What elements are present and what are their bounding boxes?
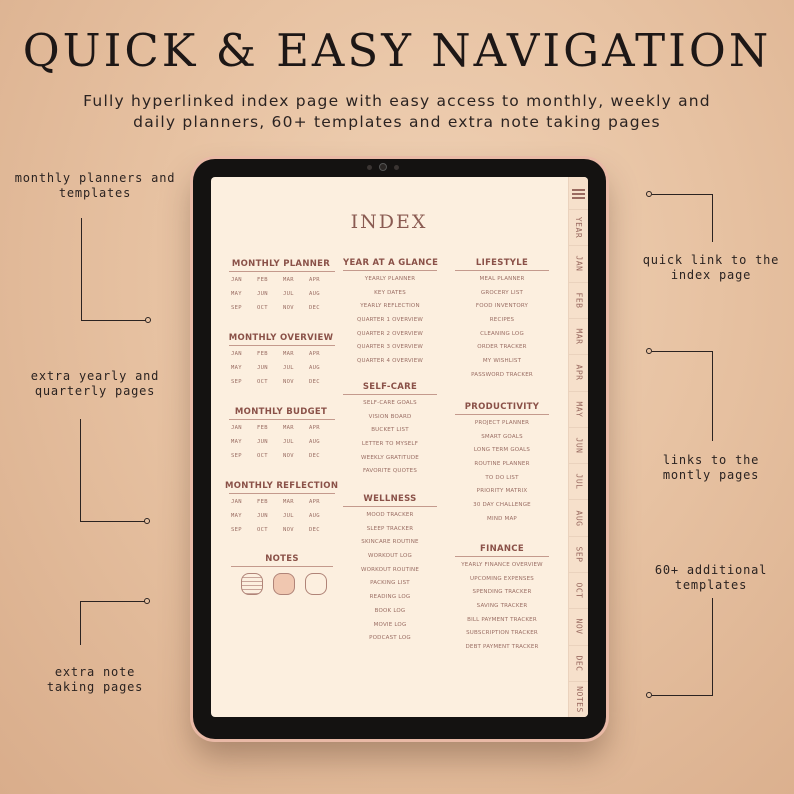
- link-subscription-tracker[interactable]: SUBSCRIPTION TRACKER: [466, 630, 538, 637]
- link-packing-list[interactable]: PACKING LIST: [370, 580, 410, 587]
- month-link-apr[interactable]: APR: [309, 499, 320, 505]
- section-title-monthly-budget: MONTHLY BUDGET: [234, 407, 328, 417]
- month-link-feb[interactable]: FEB: [257, 277, 268, 283]
- connector-line: [80, 419, 81, 522]
- callout-note-pages: extra note taking pages: [46, 665, 144, 694]
- link-yearly-planner[interactable]: YEARLY PLANNER: [364, 276, 416, 282]
- section-title-finance: FINANCE: [480, 544, 524, 554]
- lined-note-icon[interactable]: [241, 573, 263, 595]
- connector-line: [80, 601, 81, 645]
- callout-monthly-links: links to the montly pages: [662, 453, 760, 482]
- connector-dot: [646, 692, 652, 698]
- month-link-apr[interactable]: APR: [309, 277, 320, 283]
- menu-icon[interactable]: [572, 189, 585, 201]
- section-rule: [343, 394, 437, 395]
- link-food-inventory[interactable]: FOOD INVENTORY: [475, 303, 529, 310]
- month-link-apr[interactable]: APR: [309, 351, 320, 357]
- month-link-nov[interactable]: NOV: [283, 305, 294, 311]
- month-link-nov[interactable]: NOV: [283, 453, 294, 459]
- template-links: [343, 509, 437, 646]
- month-link-sep[interactable]: SEP: [231, 305, 242, 311]
- link-saving-tracker[interactable]: SAVING TRACKER: [476, 603, 528, 610]
- link-sleep-tracker[interactable]: SLEEP TRACKER: [366, 525, 414, 532]
- link-grocery-list[interactable]: GROCERY LIST: [480, 289, 524, 296]
- index-title: INDEX: [350, 211, 428, 233]
- connector-dot: [145, 317, 151, 323]
- tab-year[interactable]: [569, 209, 588, 245]
- tab-label: NOTES: [574, 686, 584, 713]
- month-link-mar[interactable]: MAR: [283, 425, 294, 431]
- link-priority-matrix[interactable]: PRIORITY MATRIX: [476, 488, 528, 495]
- month-link-aug[interactable]: AUG: [309, 365, 320, 371]
- tab-label: YEAR: [574, 217, 584, 239]
- month-link-jul[interactable]: JUL: [283, 365, 294, 371]
- link-skincare-routine[interactable]: SKINCARE ROUTINE: [361, 539, 419, 546]
- section-rule: [229, 345, 335, 346]
- page-headline: QUICK & EASY NAVIGATION: [22, 24, 772, 77]
- month-links: [231, 275, 335, 314]
- connector-line: [81, 320, 147, 321]
- month-link-nov[interactable]: NOV: [283, 379, 294, 385]
- link-long-term-goals[interactable]: LONG TERM GOALS: [473, 447, 531, 454]
- link-routine-planner[interactable]: ROUTINE PLANNER: [474, 461, 530, 468]
- section-rule: [229, 271, 335, 272]
- template-links: [455, 417, 549, 527]
- section-rule: [229, 493, 335, 494]
- link-cleaning-log[interactable]: CLEANING LOG: [480, 330, 524, 337]
- connector-dot: [144, 598, 150, 604]
- template-links: [343, 397, 437, 479]
- template-links: [455, 559, 549, 655]
- link-letter-to-myself[interactable]: LETTER TO MYSELF: [361, 441, 419, 448]
- link-workout-routine[interactable]: WORKOUT ROUTINE: [360, 566, 420, 573]
- tab-dec[interactable]: [569, 645, 588, 681]
- connector-line: [712, 351, 713, 441]
- section-title-wellness: WELLNESS: [363, 494, 417, 504]
- link-recipes[interactable]: RECIPES: [489, 317, 515, 324]
- month-link-sep[interactable]: SEP: [231, 379, 242, 385]
- tablet-device: [193, 159, 606, 739]
- link-quarter-2-overview[interactable]: QUARTER 2 OVERVIEW: [356, 330, 424, 337]
- callout-monthly-planners: monthly planners and templates: [14, 171, 176, 200]
- link-book-log[interactable]: BOOK LOG: [374, 607, 406, 614]
- month-link-nov[interactable]: NOV: [283, 527, 294, 533]
- month-link-jan[interactable]: JAN: [231, 499, 242, 505]
- tab-label: APR: [574, 364, 584, 381]
- link-quarter-1-overview[interactable]: QUARTER 1 OVERVIEW: [356, 317, 424, 324]
- link-vision-board[interactable]: VISION BOARD: [368, 413, 412, 420]
- link-quarter-3-overview[interactable]: QUARTER 3 OVERVIEW: [356, 344, 424, 351]
- month-link-jun[interactable]: JUN: [257, 365, 268, 371]
- month-link-jan[interactable]: JAN: [231, 277, 242, 283]
- link-meal-planner[interactable]: MEAL PLANNER: [479, 276, 525, 282]
- month-link-feb[interactable]: FEB: [257, 499, 268, 505]
- link-weekly-gratitude[interactable]: WEEKLY GRATITUDE: [361, 454, 419, 461]
- tab-label: JAN: [574, 255, 584, 272]
- connector-line: [652, 695, 713, 696]
- section-title-monthly-reflection: MONTHLY REFLECTION: [225, 481, 339, 491]
- subtitle-line-2: daily planners, 60+ templates and extra note taking pages: [133, 113, 661, 131]
- link-favorite-quotes[interactable]: FAVORITE QUOTES: [362, 468, 418, 475]
- blank-note-icon[interactable]: [273, 573, 295, 595]
- link-bucket-list[interactable]: BUCKET LIST: [371, 427, 409, 434]
- link-mind-map[interactable]: MIND MAP: [487, 515, 517, 522]
- month-links: [231, 349, 335, 388]
- camera-icon: [367, 163, 399, 171]
- tab-label: NOV: [574, 618, 584, 635]
- tab-apr[interactable]: [569, 354, 588, 390]
- link-self-care-goals[interactable]: SELF-CARE GOALS: [363, 400, 417, 406]
- connector-line: [652, 194, 712, 195]
- month-link-jul[interactable]: JUL: [283, 513, 294, 519]
- month-link-feb[interactable]: FEB: [257, 351, 268, 357]
- link-key-dates[interactable]: KEY DATES: [374, 289, 406, 296]
- section-rule: [455, 414, 549, 415]
- section-title-lifestyle: LIFESTYLE: [475, 258, 529, 268]
- month-link-jul[interactable]: JUL: [283, 439, 294, 445]
- link-yearly-reflection[interactable]: YEARLY REFLECTION: [360, 303, 420, 310]
- link-order-tracker[interactable]: ORDER TRACKER: [477, 344, 527, 351]
- link-password-tracker[interactable]: PASSWORD TRACKER: [471, 371, 533, 378]
- link-mood-tracker[interactable]: MOOD TRACKER: [366, 512, 414, 518]
- month-link-may[interactable]: MAY: [231, 365, 242, 371]
- month-link-mar[interactable]: MAR: [283, 351, 294, 357]
- link-30-day-challenge[interactable]: 30 DAY CHALLENGE: [473, 502, 531, 509]
- tab-oct[interactable]: [569, 572, 588, 608]
- month-link-jan[interactable]: JAN: [231, 425, 242, 431]
- index-page: [211, 177, 588, 717]
- section-title-year-at-a-glance: YEAR AT A GLANCE: [343, 258, 439, 268]
- month-link-dec[interactable]: DEC: [309, 453, 320, 459]
- link-bill-payment-tracker[interactable]: BILL PAYMENT TRACKER: [467, 616, 537, 623]
- tab-label: FEB: [574, 292, 584, 309]
- month-links: [231, 423, 335, 462]
- tab-aug[interactable]: [569, 499, 588, 535]
- notes-links: [241, 573, 327, 595]
- template-links: [343, 273, 437, 369]
- notes-section-title: NOTES: [265, 554, 299, 564]
- month-link-oct[interactable]: OCT: [257, 453, 268, 459]
- connector-line: [80, 601, 146, 602]
- connector-dot: [144, 518, 150, 524]
- link-debt-payment-tracker[interactable]: DEBT PAYMENT TRACKER: [465, 644, 539, 651]
- month-links: [231, 497, 335, 536]
- month-link-aug[interactable]: AUG: [309, 439, 320, 445]
- section-rule: [343, 506, 437, 507]
- section-rule: [231, 566, 333, 567]
- month-link-aug[interactable]: AUG: [309, 291, 320, 297]
- tab-label: JUL: [574, 473, 584, 490]
- section-title-monthly-overview: MONTHLY OVERVIEW: [228, 333, 334, 343]
- month-link-dec[interactable]: DEC: [309, 305, 320, 311]
- link-yearly-finance-overview[interactable]: YEARLY FINANCE OVERVIEW: [461, 562, 543, 568]
- side-tab-bar: [568, 177, 588, 717]
- link-movie-log[interactable]: MOVIE LOG: [373, 621, 407, 628]
- tab-label: JUN: [574, 437, 584, 454]
- connector-line: [81, 218, 82, 321]
- link-spending-tracker[interactable]: SPENDING TRACKER: [472, 589, 532, 596]
- tab-mar[interactable]: [569, 318, 588, 354]
- link-project-planner[interactable]: PROJECT PLANNER: [474, 420, 530, 426]
- month-link-jun[interactable]: JUN: [257, 291, 268, 297]
- section-rule: [455, 556, 549, 557]
- month-link-sep[interactable]: SEP: [231, 527, 242, 533]
- month-link-mar[interactable]: MAR: [283, 277, 294, 283]
- connector-line: [80, 521, 146, 522]
- subtitle-line-1: Fully hyperlinked index page with easy access to monthly, weekly and: [83, 92, 711, 110]
- template-links: [455, 273, 549, 383]
- callout-yearly-quarterly: extra yearly and quarterly pages: [30, 369, 160, 398]
- connector-line: [652, 351, 712, 352]
- section-rule: [343, 270, 437, 271]
- callout-index-link: quick link to the index page: [642, 253, 780, 282]
- callout-additional-templates: 60+ additional templates: [654, 563, 768, 592]
- month-link-dec[interactable]: DEC: [309, 527, 320, 533]
- month-link-mar[interactable]: MAR: [283, 499, 294, 505]
- link-reading-log[interactable]: READING LOG: [369, 594, 411, 601]
- tab-label: MAR: [574, 328, 584, 345]
- link-my-wishlist[interactable]: MY WISHLIST: [482, 358, 522, 365]
- tab-nov[interactable]: [569, 608, 588, 644]
- link-podcast-log[interactable]: PODCAST LOG: [369, 635, 411, 642]
- section-rule: [455, 270, 549, 271]
- month-link-jul[interactable]: JUL: [283, 291, 294, 297]
- tab-label: SEP: [574, 546, 584, 563]
- tab-sep[interactable]: [569, 536, 588, 572]
- link-smart-goals[interactable]: SMART GOALS: [481, 433, 523, 440]
- link-to-do-list[interactable]: TO DO LIST: [485, 474, 519, 481]
- connector-line: [712, 194, 713, 242]
- section-title-monthly-planner: MONTHLY PLANNER: [231, 259, 331, 269]
- month-link-sep[interactable]: SEP: [231, 453, 242, 459]
- month-link-dec[interactable]: DEC: [309, 379, 320, 385]
- month-link-oct[interactable]: OCT: [257, 305, 268, 311]
- month-link-may[interactable]: MAY: [231, 291, 242, 297]
- tab-jan[interactable]: [569, 245, 588, 281]
- month-link-aug[interactable]: AUG: [309, 513, 320, 519]
- link-upcoming-expenses[interactable]: UPCOMING EXPENSES: [469, 575, 534, 582]
- tab-label: AUG: [574, 510, 584, 527]
- link-quarter-4-overview[interactable]: QUARTER 4 OVERVIEW: [356, 358, 424, 365]
- month-link-jun[interactable]: JUN: [257, 439, 268, 445]
- section-title-self-care: SELF-CARE: [362, 382, 418, 392]
- month-link-apr[interactable]: APR: [309, 425, 320, 431]
- tab-feb[interactable]: [569, 282, 588, 318]
- section-rule: [229, 419, 335, 420]
- tab-jun[interactable]: [569, 427, 588, 463]
- month-link-jun[interactable]: JUN: [257, 513, 268, 519]
- month-link-jan[interactable]: JAN: [231, 351, 242, 357]
- month-link-may[interactable]: MAY: [231, 513, 242, 519]
- tab-label: DEC: [574, 655, 584, 672]
- month-link-oct[interactable]: OCT: [257, 527, 268, 533]
- connector-line: [712, 598, 713, 695]
- month-link-may[interactable]: MAY: [231, 439, 242, 445]
- link-workout-log[interactable]: WORKOUT LOG: [367, 553, 413, 560]
- tab-label: OCT: [574, 582, 584, 599]
- tab-label: MAY: [574, 401, 584, 418]
- month-link-feb[interactable]: FEB: [257, 425, 268, 431]
- tab-may[interactable]: [569, 391, 588, 427]
- tab-jul[interactable]: [569, 463, 588, 499]
- month-link-oct[interactable]: OCT: [257, 379, 268, 385]
- tab-notes[interactable]: [569, 681, 588, 717]
- section-title-productivity: PRODUCTIVITY: [464, 402, 540, 412]
- dotted-note-icon[interactable]: [305, 573, 327, 595]
